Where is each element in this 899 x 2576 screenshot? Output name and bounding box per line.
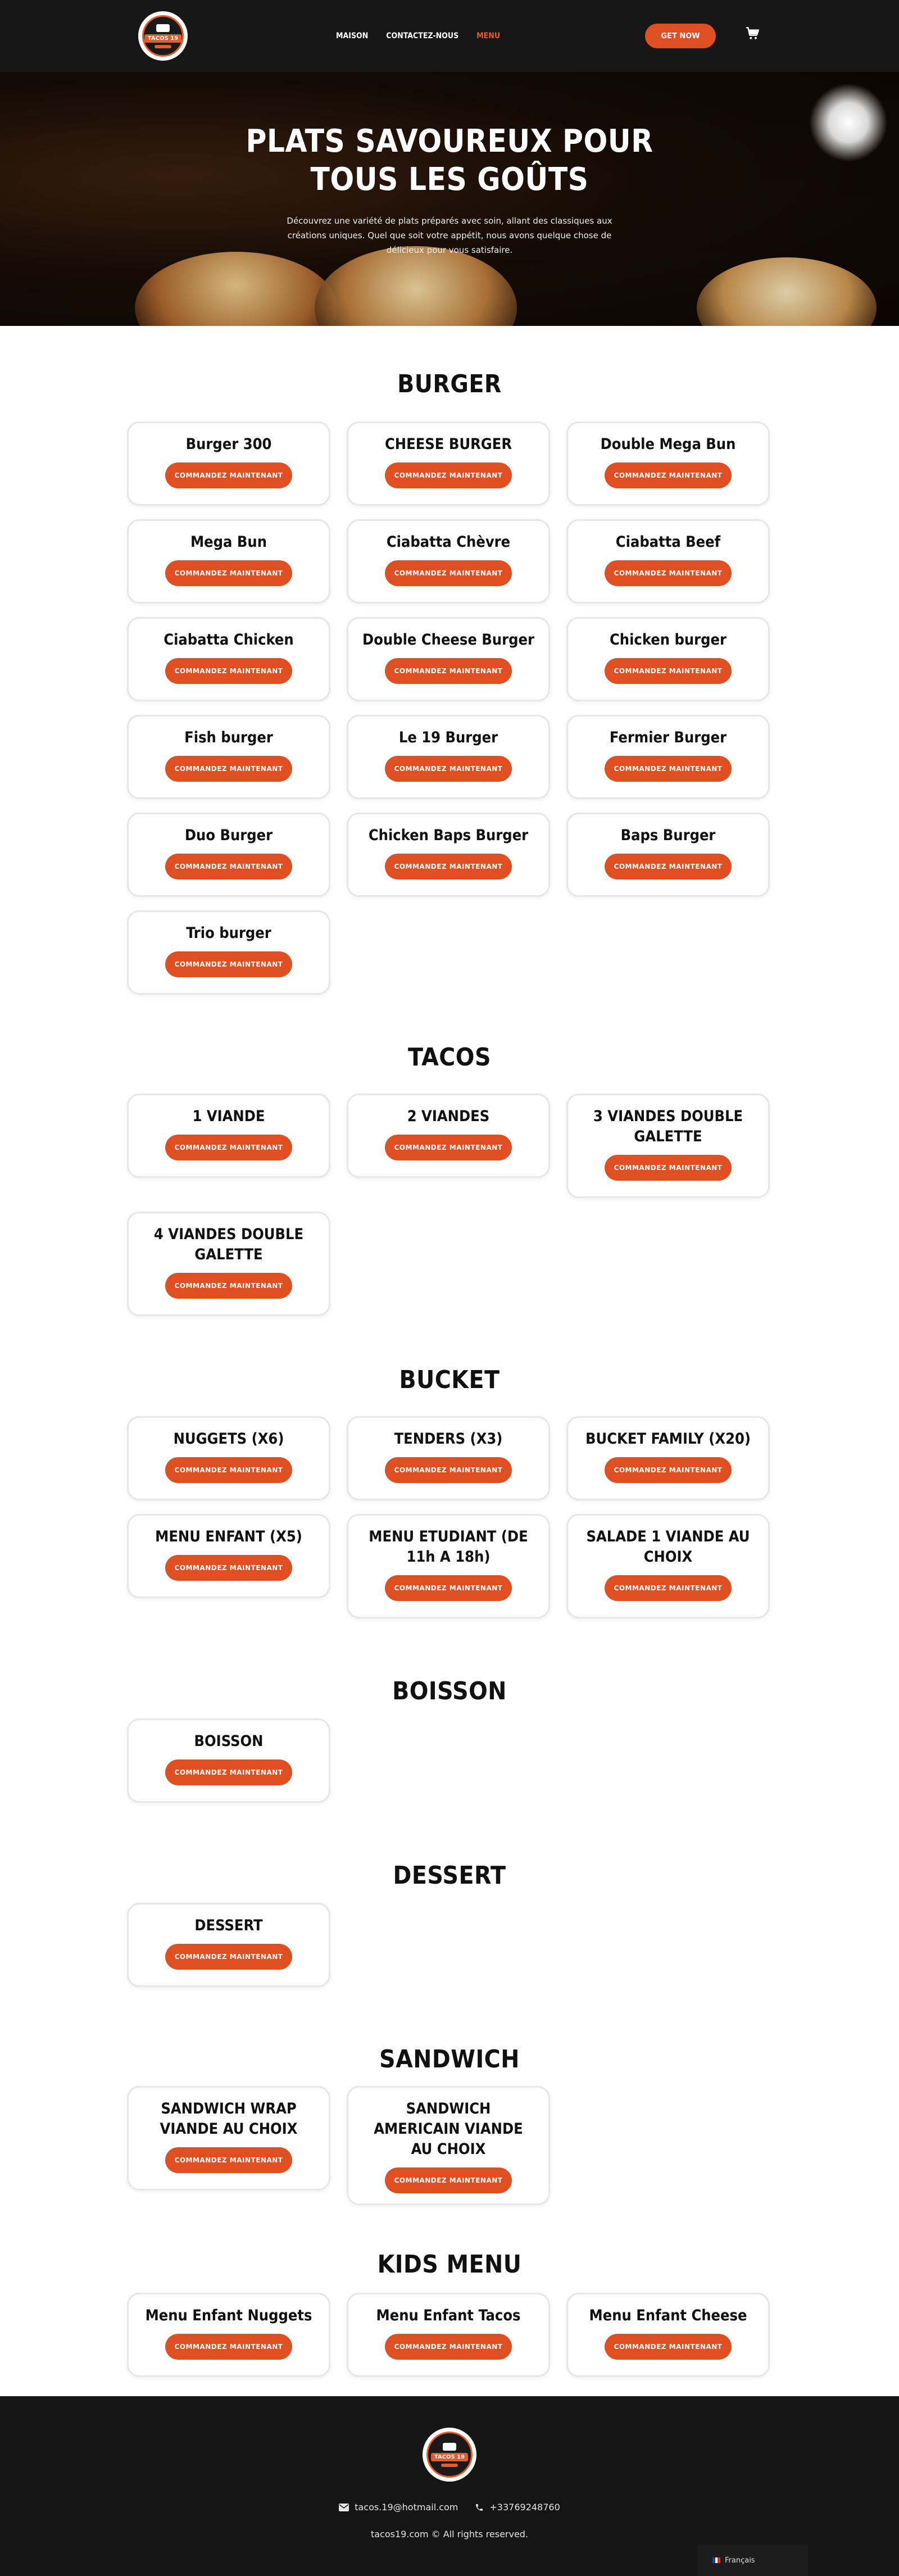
section-title-bucket: BUCKET bbox=[399, 1366, 500, 1394]
menu-item-title: NUGGETS (X6) bbox=[173, 1430, 284, 1448]
order-now-button[interactable]: COMMANDEZ MAINTENANT bbox=[165, 854, 292, 879]
menu-item-title: DESSERT bbox=[194, 1917, 263, 1934]
get-now-button[interactable]: GET NOW bbox=[645, 24, 716, 48]
menu-item-title: SALADE 1 VIANDE AU CHOIX bbox=[586, 1528, 750, 1566]
order-now-button[interactable]: COMMANDEZ MAINTENANT bbox=[605, 2334, 732, 2360]
hero-food-plate bbox=[135, 252, 337, 326]
menu-item-title: TENDERS (X3) bbox=[394, 1430, 503, 1448]
site-logo[interactable] bbox=[138, 11, 188, 61]
order-now-button[interactable]: COMMANDEZ MAINTENANT bbox=[385, 756, 512, 782]
order-now-button[interactable]: COMMANDEZ MAINTENANT bbox=[605, 1575, 732, 1601]
menu-item-card bbox=[566, 813, 770, 897]
order-now-button[interactable]: COMMANDEZ MAINTENANT bbox=[165, 951, 292, 977]
order-now-button[interactable]: COMMANDEZ MAINTENANT bbox=[165, 2334, 292, 2360]
menu-item-title: Trio burger bbox=[186, 924, 271, 942]
footer-logo[interactable] bbox=[423, 2428, 476, 2482]
menu-item-title: Fish burger bbox=[184, 729, 273, 746]
order-now-button[interactable]: COMMANDEZ MAINTENANT bbox=[385, 560, 512, 586]
menu-item-card bbox=[127, 2293, 330, 2377]
menu-item-title: CHEESE BURGER bbox=[384, 436, 512, 453]
menu-item-title: Chicken Baps Burger bbox=[368, 827, 529, 844]
section-title-sandwich: SANDWICH bbox=[379, 2045, 520, 2074]
nav-item-contact[interactable]: CONTACTEZ-NOUS bbox=[386, 31, 459, 40]
menu-item-card bbox=[566, 421, 770, 506]
logo-badge bbox=[142, 15, 184, 57]
menu-item-card bbox=[347, 617, 550, 701]
menu-item-card bbox=[347, 519, 550, 604]
section-title-boisson: BOISSON bbox=[392, 1677, 507, 1706]
order-now-button[interactable]: COMMANDEZ MAINTENANT bbox=[385, 1575, 512, 1601]
site-header bbox=[0, 0, 899, 72]
menu-item-title: Baps Burger bbox=[620, 827, 716, 844]
footer-email[interactable] bbox=[339, 2502, 458, 2512]
hero-banner bbox=[0, 72, 899, 326]
menu-item-card bbox=[566, 519, 770, 604]
hero-food-tacos bbox=[697, 257, 877, 326]
menu-item-title: Ciabatta Beef bbox=[615, 533, 721, 551]
menu-item-title: MENU ETUDIANT (DE 11h A 18h) bbox=[369, 1528, 528, 1566]
order-now-button[interactable]: COMMANDEZ MAINTENANT bbox=[165, 560, 292, 586]
footer-copyright: tacos19.com © All rights reserved. bbox=[370, 2529, 529, 2539]
menu-item-title: Menu Enfant Nuggets bbox=[145, 2307, 312, 2324]
menu-item-title: Double Mega Bun bbox=[600, 436, 736, 453]
menu-item-card bbox=[127, 1514, 330, 1598]
menu-item-title: Burger 300 bbox=[185, 436, 272, 453]
footer-phone-text: +33769248760 bbox=[489, 2502, 560, 2512]
order-now-button[interactable]: COMMANDEZ MAINTENANT bbox=[605, 756, 732, 782]
menu-item-title: SANDWICH AMERICAIN VIANDE AU CHOIX bbox=[374, 2100, 523, 2158]
menu-item-card bbox=[566, 617, 770, 701]
order-now-button[interactable]: COMMANDEZ MAINTENANT bbox=[605, 462, 732, 488]
order-now-button[interactable]: COMMANDEZ MAINTENANT bbox=[385, 2167, 512, 2193]
main-nav bbox=[336, 31, 500, 40]
footer-logo-text: TACOS 19 bbox=[431, 2453, 468, 2461]
section-title-kids-menu: KIDS MENU bbox=[377, 2250, 522, 2279]
menu-item-title: 2 VIANDES bbox=[407, 1108, 490, 1125]
menu-item-card bbox=[347, 421, 550, 506]
menu-item-card bbox=[127, 1212, 330, 1316]
order-now-button[interactable]: COMMANDEZ MAINTENANT bbox=[385, 1135, 512, 1160]
language-switcher[interactable] bbox=[698, 2545, 808, 2576]
order-now-button[interactable]: COMMANDEZ MAINTENANT bbox=[165, 2147, 292, 2173]
order-now-button[interactable]: COMMANDEZ MAINTENANT bbox=[165, 756, 292, 782]
menu-item-card bbox=[347, 813, 550, 897]
footer-contact bbox=[0, 2502, 899, 2512]
menu-item-card bbox=[347, 2086, 550, 2205]
logo-text: TACOS 19 bbox=[144, 34, 181, 43]
menu-item-title: BUCKET FAMILY (X20) bbox=[585, 1430, 751, 1448]
order-now-button[interactable]: COMMANDEZ MAINTENANT bbox=[385, 854, 512, 879]
order-now-button[interactable]: COMMANDEZ MAINTENANT bbox=[165, 1944, 292, 1970]
menu-item-title: MENU ENFANT (X5) bbox=[155, 1528, 302, 1545]
menu-item-title: Mega Bun bbox=[190, 533, 267, 551]
order-now-button[interactable]: COMMANDEZ MAINTENANT bbox=[385, 462, 512, 488]
order-now-button[interactable]: COMMANDEZ MAINTENANT bbox=[605, 1457, 732, 1483]
order-now-button[interactable]: COMMANDEZ MAINTENANT bbox=[165, 1759, 292, 1785]
logo-ribbon-icon bbox=[155, 45, 171, 48]
menu-item-title: Duo Burger bbox=[184, 827, 273, 844]
order-now-button[interactable]: COMMANDEZ MAINTENANT bbox=[605, 1155, 732, 1181]
language-label: Français bbox=[725, 2556, 755, 2565]
footer-logo-ribbon-icon bbox=[441, 2464, 458, 2467]
menu-item-title: Menu Enfant Cheese bbox=[589, 2307, 747, 2324]
france-flag-icon bbox=[712, 2557, 720, 2563]
cart-icon[interactable] bbox=[745, 26, 760, 40]
nav-item-menu[interactable]: MENU bbox=[476, 31, 501, 40]
menu-item-card bbox=[127, 715, 330, 799]
menu-item-card bbox=[347, 1094, 550, 1178]
menu-item-title: Ciabatta Chèvre bbox=[386, 533, 511, 551]
logo-taco-icon bbox=[156, 24, 170, 32]
hero-description: Découvrez une variété de plats préparés avec soin, allant des classiques aux créations uniques. Quel que soit votre appétit, nous avons quelque chose de délicieux pour vous satisfaire. bbox=[287, 216, 612, 255]
menu-item-card bbox=[127, 2086, 330, 2190]
envelope-icon bbox=[339, 2504, 349, 2511]
menu-item-card bbox=[347, 1416, 550, 1500]
menu-item-card bbox=[127, 519, 330, 604]
menu-item-card bbox=[127, 910, 330, 995]
order-now-button[interactable]: COMMANDEZ MAINTENANT bbox=[165, 462, 292, 488]
footer-phone[interactable] bbox=[475, 2502, 560, 2512]
order-now-button[interactable]: COMMANDEZ MAINTENANT bbox=[165, 1555, 292, 1581]
menu-item-title: Le 19 Burger bbox=[398, 729, 498, 746]
menu-item-card bbox=[566, 1416, 770, 1500]
order-now-button[interactable]: COMMANDEZ MAINTENANT bbox=[385, 658, 512, 684]
menu-item-card bbox=[566, 715, 770, 799]
order-now-button[interactable]: COMMANDEZ MAINTENANT bbox=[165, 1135, 292, 1160]
menu-item-card bbox=[347, 1514, 550, 1618]
menu-item-card bbox=[566, 1094, 770, 1198]
menu-item-title: Chicken burger bbox=[609, 631, 727, 648]
menu-item-title: Double Cheese Burger bbox=[362, 631, 534, 648]
order-now-button[interactable]: COMMANDEZ MAINTENANT bbox=[605, 854, 732, 879]
hero-title bbox=[0, 123, 899, 199]
menu-item-title: BOISSON bbox=[194, 1733, 264, 1750]
hero-food-burger bbox=[315, 246, 517, 326]
menu-item-card bbox=[566, 1514, 770, 1618]
order-now-button[interactable]: COMMANDEZ MAINTENANT bbox=[165, 658, 292, 684]
menu-item-card bbox=[127, 1094, 330, 1178]
section-title-tacos: TACOS bbox=[408, 1043, 491, 1072]
menu-item-card bbox=[127, 1903, 330, 1987]
menu-item-title: 4 VIANDES DOUBLE GALETTE bbox=[153, 1226, 304, 1263]
menu-item-card bbox=[347, 715, 550, 799]
menu-item-title: 1 VIANDE bbox=[192, 1108, 265, 1125]
hero-title-line2: TOUS LES GOÛTS bbox=[310, 161, 589, 198]
order-now-button[interactable]: COMMANDEZ MAINTENANT bbox=[165, 1273, 292, 1299]
section-title-dessert: DESSERT bbox=[393, 1861, 506, 1890]
menu-item-title: 3 VIANDES DOUBLE GALETTE bbox=[593, 1108, 743, 1145]
menu-item-card bbox=[566, 2293, 770, 2377]
menu-item-title: Fermier Burger bbox=[609, 729, 727, 746]
section-title-burger: BURGER bbox=[397, 370, 502, 398]
nav-item-maison[interactable]: MAISON bbox=[336, 31, 369, 40]
menu-item-card bbox=[127, 1416, 330, 1500]
hero-title-line1: PLATS SAVOUREUX POUR bbox=[246, 123, 653, 160]
footer-logo-badge bbox=[426, 2432, 473, 2478]
menu-item-card bbox=[127, 421, 330, 506]
menu-item-card bbox=[127, 617, 330, 701]
order-now-button[interactable]: COMMANDEZ MAINTENANT bbox=[165, 1457, 292, 1483]
menu-item-card bbox=[127, 813, 330, 897]
menu-item-title: SANDWICH WRAP VIANDE AU CHOIX bbox=[160, 2100, 298, 2138]
order-now-button[interactable]: COMMANDEZ MAINTENANT bbox=[385, 1457, 512, 1483]
footer-logo-taco-icon bbox=[443, 2443, 456, 2451]
footer-email-text: tacos.19@hotmail.com bbox=[355, 2502, 458, 2512]
order-now-button[interactable]: COMMANDEZ MAINTENANT bbox=[605, 658, 732, 684]
menu-item-title: Menu Enfant Tacos bbox=[376, 2307, 521, 2324]
menu-item-card bbox=[347, 2293, 550, 2377]
menu-item-card bbox=[127, 1718, 330, 1803]
menu-item-title: Ciabatta Chicken bbox=[164, 631, 294, 648]
order-now-button[interactable]: COMMANDEZ MAINTENANT bbox=[605, 560, 732, 586]
order-now-button[interactable]: COMMANDEZ MAINTENANT bbox=[385, 2334, 512, 2360]
phone-icon bbox=[475, 2503, 484, 2512]
